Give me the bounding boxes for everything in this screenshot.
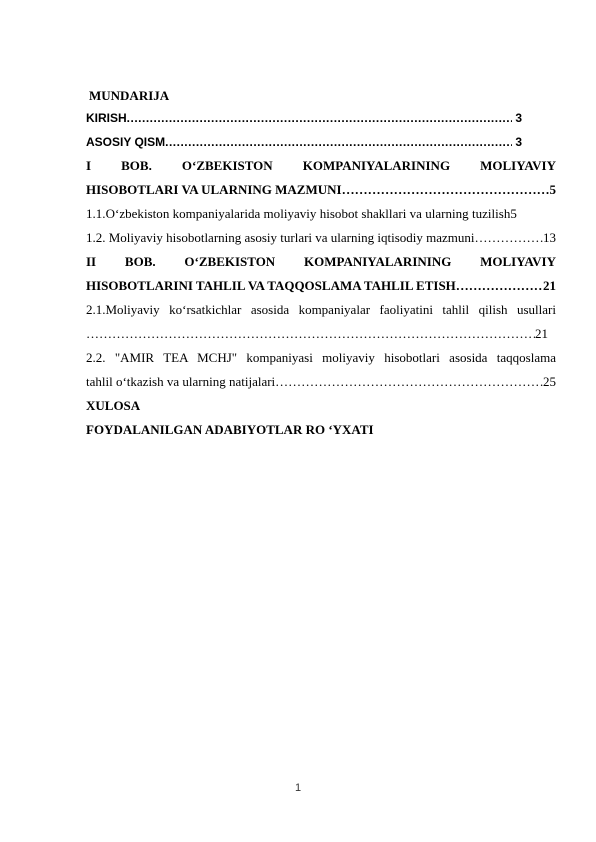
toc-heading: MUNDARIJA <box>89 88 170 103</box>
toc-entry-page: 13 <box>543 230 556 245</box>
toc-leader-dots <box>275 374 543 390</box>
toc-word: BOB. <box>124 254 156 269</box>
toc-word: I <box>86 158 92 173</box>
toc-leader-dots <box>86 326 535 342</box>
toc-section-2-1-line2[interactable] <box>86 326 548 342</box>
toc-leader-dots <box>475 230 543 246</box>
toc-word: KOMPANIYALARINING <box>302 158 451 173</box>
toc-leader-dots <box>342 182 550 198</box>
toc-entry-page: 3 <box>515 111 522 125</box>
toc-entry-kirish[interactable] <box>86 110 522 126</box>
toc-entry-label: KIRISH <box>86 111 127 125</box>
toc-leader-dots <box>127 110 513 126</box>
toc-leader-dots <box>165 134 512 150</box>
toc-chapter-2-line1[interactable] <box>86 254 556 270</box>
toc-foydalanilgan[interactable]: FOYDALANILGAN ADABIYOTLAR RO ‘YXATI <box>86 422 374 437</box>
toc-word: II <box>86 254 97 269</box>
toc-entry-label: ASOSIY QISM <box>86 135 166 149</box>
toc-chapter-2-line2[interactable] <box>86 278 556 294</box>
toc-entry-page: 3 <box>515 135 522 149</box>
toc-entry-page: 21 <box>535 326 548 341</box>
toc-section-1-1[interactable]: 1.1.O‘zbekiston kompaniyalarida moliyaviy hisobot shakllari va ularning tuzilish5 <box>86 206 517 221</box>
toc-section-2-2-line1[interactable]: 2.2. "AMIR TEA MCHJ" kompaniyasi moliyaviy hisobotlari asosida taqqoslama <box>86 350 556 365</box>
toc-word: O‘ZBEKISTON <box>181 158 273 173</box>
toc-word: MOLIYAVIY <box>480 254 556 269</box>
toc-entry-label: 1.2. Moliyaviy hisobotlarning asosiy turlari va ularning iqtisodiy mazmuni <box>86 230 475 245</box>
toc-entry-page: 5 <box>549 182 556 197</box>
toc-leader-dots <box>456 278 543 294</box>
toc-entry-asosiy[interactable] <box>86 134 522 150</box>
toc-entry-page: 25 <box>543 374 556 389</box>
toc-entry-label: HISOBOTLARINI TAHLIL VA TAQQOSLAMA TAHLIL ETISH <box>86 278 456 293</box>
toc-word: MOLIYAVIY <box>480 158 556 173</box>
toc-entry-label: HISOBOTLARI VA ULARNING MAZMUNI <box>86 182 342 197</box>
toc-word: KOMPANIYALARINING <box>303 254 452 269</box>
toc-entry-label: tahlil o‘tkazish va ularning natijalari <box>86 374 276 389</box>
toc-chapter-1-line2[interactable] <box>86 182 556 198</box>
toc-chapter-1-line1[interactable] <box>86 158 556 174</box>
toc-section-2-1-line1[interactable]: 2.1.Moliyaviy ko‘rsatkichlar asosida kompaniyalar faoliyatini tahlil qilish usullari <box>86 302 556 317</box>
toc-entry-page: 21 <box>543 278 556 293</box>
toc-section-1-2[interactable] <box>86 230 556 246</box>
toc-xulosa[interactable]: XULOSA <box>86 398 141 413</box>
page-number: 1 <box>294 782 302 794</box>
toc-section-2-2-line2[interactable] <box>86 374 556 390</box>
toc-word: O‘ZBEKISTON <box>184 254 276 269</box>
toc-word: BOB. <box>121 158 152 173</box>
